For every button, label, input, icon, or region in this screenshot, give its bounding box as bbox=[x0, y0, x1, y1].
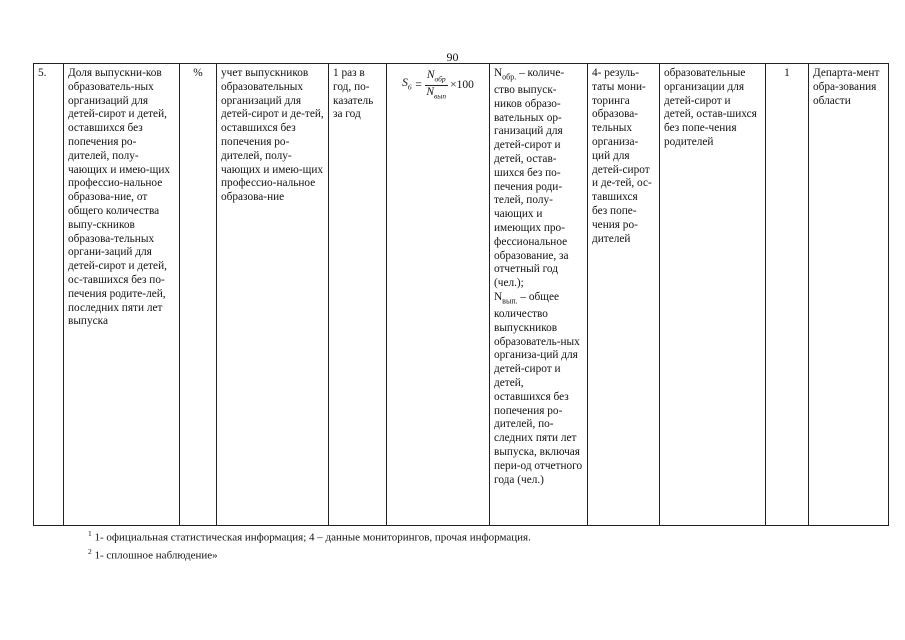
definitions-cell bbox=[490, 64, 588, 526]
definition-1-letter: N bbox=[494, 67, 503, 79]
indicator-name: Доля выпускни-ков образователь-ных организаций для детей-сирот и детей, оставшихся без попечения ро-дителей, полу-чающих и имею-щих профессио-нальное образова-ние, от общего количества выпу-скников образова-тельных органи-заций для детей-сирот и детей, ос-тавшихся без по-печения родите-лей, последних пяти лет выпуска bbox=[68, 67, 171, 328]
subjects-text: образовательные организации для детей-сирот и детей, остав-шихся без попе-чения родителей bbox=[664, 67, 757, 148]
definition-1-symbol bbox=[494, 67, 517, 82]
denominator-symbol: N bbox=[426, 86, 435, 99]
footnote-1 bbox=[88, 527, 531, 545]
page-number: 90 bbox=[446, 50, 459, 64]
footnotes bbox=[88, 527, 531, 562]
row-number: 5. bbox=[38, 67, 47, 79]
formula-multiplier: ×100 bbox=[450, 78, 474, 91]
periodicity-cell bbox=[329, 64, 387, 526]
formula-lhs bbox=[402, 77, 412, 94]
row-number-cell bbox=[34, 64, 64, 526]
definition-1-sub: обр. bbox=[502, 72, 517, 82]
formula-numerator bbox=[425, 69, 448, 86]
table-row bbox=[34, 64, 889, 526]
formula-lhs-symbol: S bbox=[402, 77, 408, 90]
subjects-cell bbox=[660, 64, 766, 526]
source-cell bbox=[588, 64, 660, 526]
definition-2-text: – общее количество выпускников образователь-ных организа-ций для детей-сирот и детей, оставшихся без попечения ро-дителей, по-следних пяти лет выпуска, включая пери-од отчетного года (чел.) bbox=[494, 291, 583, 486]
method-text: учет выпускников образовательных организаций для детей-сирот и де-тей, оставшихся без попечения ро-дителей, полу-чающих и имею-щих профессио-нальное образова-ние bbox=[221, 67, 324, 204]
numerator-sub: обр bbox=[434, 74, 446, 84]
method-code: 1 bbox=[784, 67, 790, 79]
indicator-table bbox=[33, 63, 889, 526]
footnote-2 bbox=[88, 545, 531, 563]
unit: % bbox=[193, 67, 203, 79]
definition-2-sub: вып. bbox=[502, 296, 518, 306]
formula-cell bbox=[387, 64, 490, 526]
footnote-1-marker: 1 bbox=[88, 529, 92, 538]
footnote-2-marker: 2 bbox=[88, 546, 92, 556]
responsible-text: Департа-мент обра-зования области bbox=[813, 67, 880, 107]
footnote-1-text: 1- официальная статистическая информация; 4 – данные мониторингов, прочая информация. bbox=[94, 531, 531, 544]
method-code-cell bbox=[766, 64, 809, 526]
formula-equals: = bbox=[414, 78, 423, 91]
definition-1-text: – количе-ство выпуск-ников образо-вательных ор-ганизаций для детей-сирот и детей, остав-шихся без по-печения роди-телей, полу-чающих и имеющих про-фессиональное образование, за отчетный год (чел.); bbox=[494, 67, 569, 290]
periodicity-text: 1 раз в год, по-казатель за год bbox=[333, 67, 374, 121]
formula-denominator bbox=[424, 86, 448, 102]
footnote-2-text: 1- сплошное наблюдение» bbox=[94, 549, 218, 562]
responsible-cell bbox=[809, 64, 889, 526]
denominator-sub: вып bbox=[434, 91, 447, 101]
indicator-name-cell bbox=[64, 64, 180, 526]
definition-2-symbol bbox=[494, 291, 518, 306]
source-text: 4- резуль-таты мони-торинга образова-тельных организа-ций для детей-сирот и де-тей, ос-тавшихся без попе-чения ро-дителей bbox=[592, 67, 652, 245]
formula bbox=[391, 67, 485, 103]
formula-fraction bbox=[424, 69, 448, 103]
method-cell bbox=[217, 64, 329, 526]
definition-2-letter: N bbox=[494, 291, 503, 303]
unit-cell bbox=[180, 64, 217, 526]
numerator-symbol: N bbox=[426, 69, 435, 81]
formula-lhs-sub: 6 bbox=[407, 82, 412, 92]
